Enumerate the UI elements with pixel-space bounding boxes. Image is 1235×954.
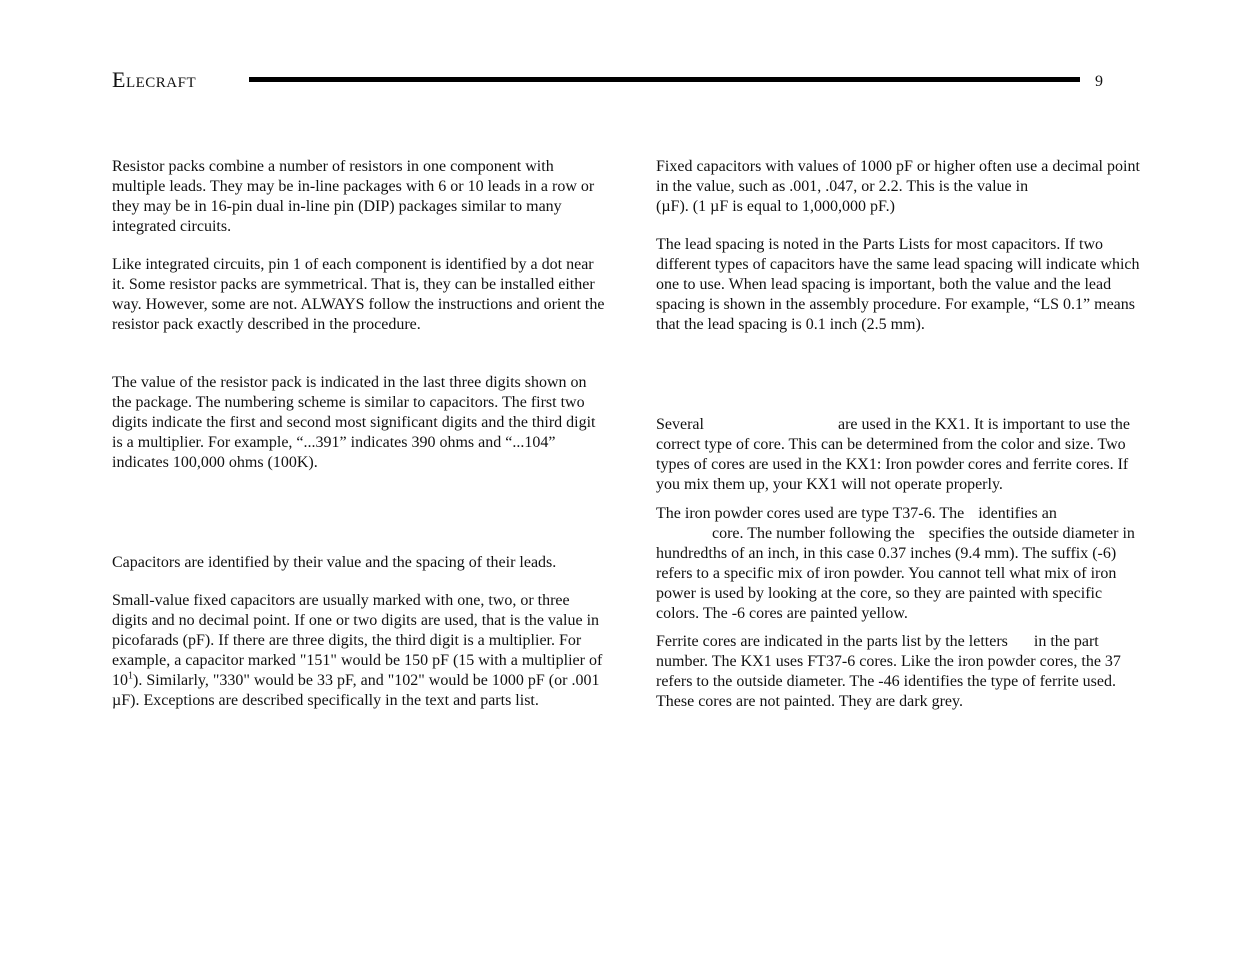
header-rule bbox=[249, 77, 1080, 82]
fixed-cap-text-b: (µF). (1 µF is equal to 1,000,000 pF.) bbox=[656, 197, 895, 215]
resistor-pin-one: Like integrated circuits, pin 1 of each component is identified by a dot near it. Some resistor packs are symmetrical. That is, they can be installed either way. However, some are not. ALWAYS follow the instructions and orient the resistor pack exactly described in the procedure. bbox=[112, 256, 605, 333]
iron-text-b: identifies an bbox=[978, 505, 1057, 522]
fixed-capacitors-decimal bbox=[656, 157, 1146, 217]
page-header bbox=[0, 0, 1235, 100]
resistor-pack-value: The value of the resistor pack is indicated in the last three digits shown on the package. The numbering scheme is similar to capacitors. The first two digits indicate the first and second most significant digits and the third digit is a multiplier. For example, “...391” indicates 390 ohms and “...104” indicates 100,000 ohms (100K). bbox=[112, 374, 596, 471]
iron-powder-cores bbox=[656, 504, 1146, 623]
ferrite-text-a: Ferrite cores are indicated in the parts list by the letters bbox=[656, 633, 1008, 650]
small-value-capacitors bbox=[112, 591, 607, 710]
page-number: 9 bbox=[1095, 73, 1103, 90]
cores-text-a: Several bbox=[656, 416, 704, 433]
small-cap-text-b: ). Similarly, "330" would be 33 pF, and "102" would be 1000 pF (or .001 µF). Exceptions are described specifically in the text and parts list. bbox=[112, 671, 600, 709]
cores-text-b: are used in the KX1. It is important to use the correct type of core. This can be determined from the color and size. Two types of cores are used in the KX1: Iron powder cores and ferrite cores. If you mix them up, your KX1 will not operate properly. bbox=[656, 416, 1130, 493]
iron-text-d: specifies the outside diameter in hundredths of an inch, in this case 0.37 inches (9.4 mm). The suffix (-6) refers to a specific mix of iron powder. You cannot tell what mix of iron power is used by looking at the core, so they are painted with specific colors. The -6 cores are painted yellow. bbox=[656, 524, 1135, 622]
brand-name: Elecraft bbox=[112, 67, 197, 92]
small-cap-text-a: Small-value fixed capacitors are usually marked with one, two, or three digits and no decimal point. If one or two digits are used, that is the value in picofarads (pF). If there are three digits, the third digit is a multiplier. For example, a capacitor marked "151" would be 150 pF (15 with a multiplier of 10 bbox=[112, 592, 603, 689]
ferrite-text-b: in the part number. The KX1 uses FT37-6 cores. Like the iron powder cores, the 37 refers to the outside diameter. The -46 identifies the type of ferrite used. These cores are not painted. They are dark grey. bbox=[656, 633, 1121, 710]
exponent: 1 bbox=[128, 670, 133, 682]
ferrite-cores bbox=[656, 632, 1146, 712]
iron-text-c: core. The number following the bbox=[712, 524, 915, 542]
iron-text-a: The iron powder cores used are type T37-6. The bbox=[656, 505, 965, 522]
lead-spacing: The lead spacing is noted in the Parts Lists for most capacitors. If two different types of capacitors have the same lead spacing will indicate which one to use. When lead spacing is important, both the value and the lead spacing is shown in the assembly procedure. For example, “LS 0.1” means that the lead spacing is 0.1 inch (2.5 mm). bbox=[656, 236, 1140, 333]
resistor-packs-intro: Resistor packs combine a number of resistors in one component with multiple leads. They may be in-line packages with 6 or 10 leads in a row or they may be in 16-pin dual in-line pin (DIP) packages similar to many integrated circuits. bbox=[112, 158, 595, 235]
capacitor-identification: Capacitors are identified by their value and the spacing of their leads. bbox=[112, 554, 557, 571]
fixed-cap-text-a: Fixed capacitors with values of 1000 pF or higher often use a decimal point in the value, such as .001, .047, or 2.2. This is the value in bbox=[656, 158, 1140, 195]
toroid-cores-intro bbox=[656, 415, 1146, 495]
